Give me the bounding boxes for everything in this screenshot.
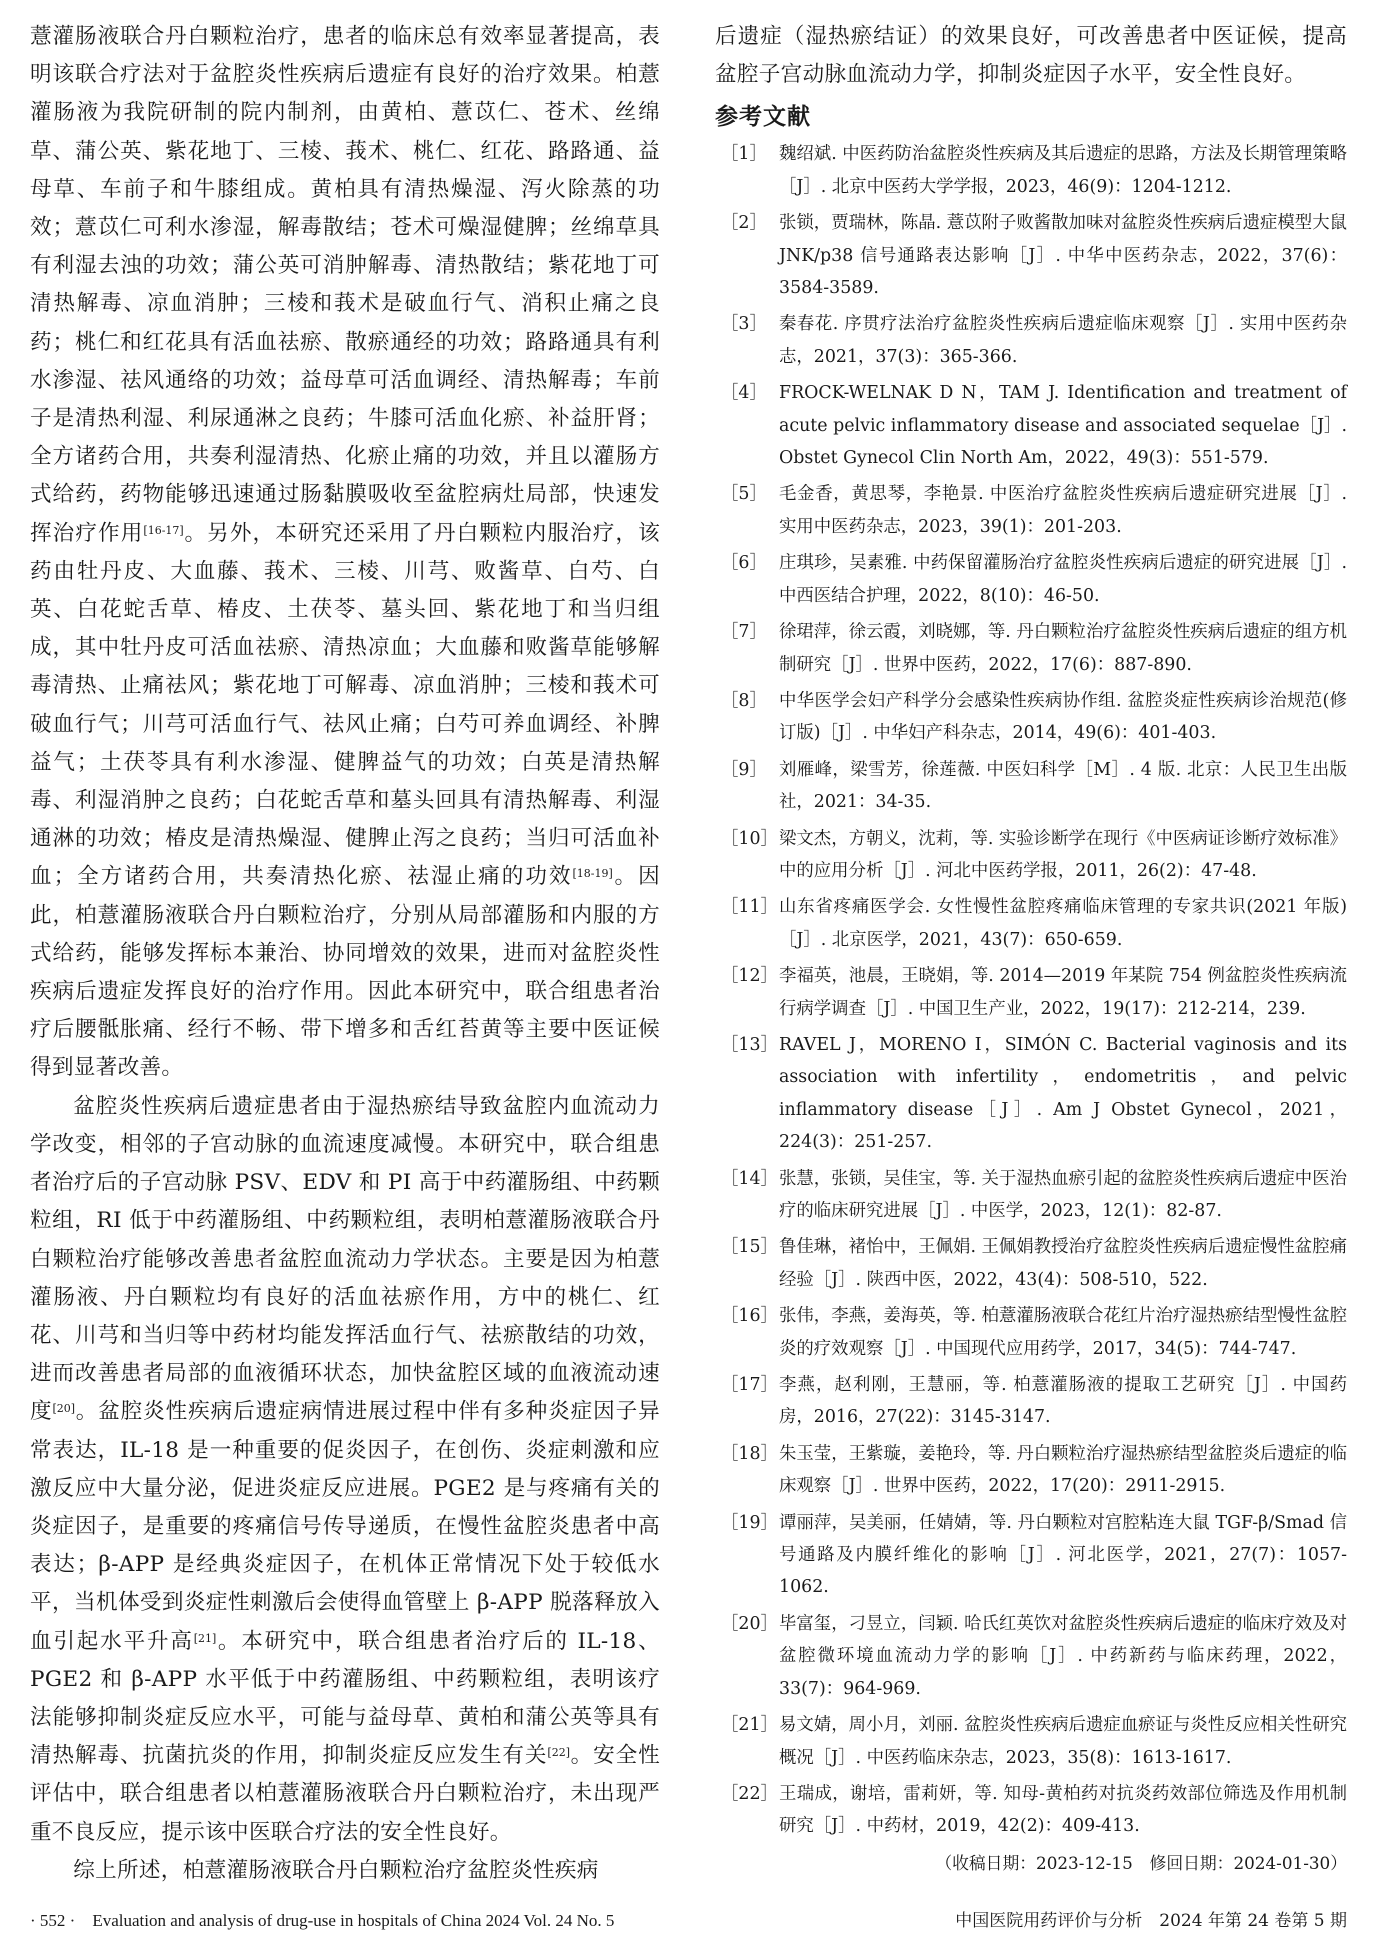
reference-item — [715, 1231, 1347, 1296]
reference-number: ［8］ — [721, 690, 767, 711]
reference-item — [715, 138, 1347, 203]
reference-text: 谭丽萍，吴美丽，任婧婧，等. 丹白颗粒对宫腔粘连大鼠 TGF-β/Smad 信号通路及内膜纤维化的影响［J］. 河北医学，2021，27(7)：1057-1062. — [779, 1512, 1347, 1598]
reference-number: ［15］ — [721, 1237, 778, 1258]
discussion-paragraph-1: 薏灌肠液联合丹白颗粒治疗，患者的临床总有效率显著提高，表明该联合疗法对于盆腔炎性疾病后遗症有良好的治疗效果。柏薏灌肠液为我院研制的院内制剂，由黄柏、薏苡仁、苍术、丝绵草、蒲公英、紫花地丁、三棱、莪术、桃仁、红花、路路通、益母草、车前子和牛膝组成。黄柏具有清热燥湿、泻火除蒸的功效；薏苡仁可利水渗湿，解毒散结；苍术可燥湿健脾；丝绵草具有利湿去浊的功效；蒲公英可消肿解毒、清热散结；紫花地丁可清热解毒、凉血消肿；三棱和莪术是破血行气、消积止痛之良药；桃仁和红花具有活血祛瘀、散瘀通经的功效；路路通具有利水渗湿、祛风通络的功效；益母草可活血调经、清热解毒；车前子是清热利湿、利尿通淋之良药；牛膝可活血化瘀、补益肝肾；全方诸药合用，共奏利湿清热、化瘀止痛的功效，并且以灌肠方式给药，药物能够迅速通过肠黏膜吸收至盆腔病灶局部，快速发挥治疗作用[16-17]。另外，本研究还采用了丹白颗粒内服治疗，该药由牡丹皮、大血藤、莪术、三棱、川芎、败酱草、白芍、白英、白花蛇舌草、椿皮、土茯苓、墓头回、紫花地丁和当归组成，其中牡丹皮可活血祛瘀、清热凉血；大血藤和败酱草能够解毒清热、止痛祛风；紫花地丁可解毒、凉血消肿；三棱和莪术可破血行气；川芎可活血行气、祛风止痛；白芍可养血调经、补脾益气；土茯苓具有利水渗湿、健脾益气的功效；白英是清热解毒、利湿消肿之良药；白花蛇舌草和墓头回具有清热解毒、利湿通淋的功效；椿皮是清热燥湿、健脾止泻之良药；当归可活血补血；全方诸药合用，共奏清热化瘀、祛湿止痛的功效[18-19]。因此，柏薏灌肠液联合丹白颗粒治疗，分别从局部灌肠和内服的方式给药，能够发挥标本兼治、协同增效的效果，进而对盆腔炎性疾病后遗症发挥良好的治疗作用。因此本研究中，联合组患者治疗后腰骶胀痛、经行不畅、带下增多和舌红苔黄等主要中医证候得到显著改善。 — [30, 24, 660, 1081]
reference-text: FROCK-WELNAK D N，TAM J. Identification and treatment of acute pelvic inflammatory disease and associated sequelae［J］. Obstet Gynecol Clin North Am，2022，49(3)：551-579. — [779, 383, 1347, 469]
reference-text: 王瑞成，谢培，雷莉妍，等. 知母-黄柏药对抗炎药效部位筛选及作用机制研究［J］. 中药材，2019，42(2)：409-413. — [779, 1783, 1347, 1837]
reference-number: ［21］ — [721, 1715, 778, 1736]
reference-item — [715, 891, 1347, 956]
reference-item — [715, 1163, 1347, 1228]
conclusion-continuation: 后遗症（湿热瘀结证）的效果良好，可改善患者中医证候，提高盆腔子宫动脉血流动力学，抑制炎症因子水平，安全性良好。 — [715, 24, 1347, 88]
reference-number: ［1］ — [721, 144, 767, 165]
right-column — [715, 18, 1347, 1879]
reference-number: ［5］ — [721, 484, 767, 505]
reference-item — [715, 1507, 1347, 1604]
reference-number: ［2］ — [721, 213, 767, 234]
reference-text: 秦春花. 序贯疗法治疗盆腔炎性疾病后遗症临床观察［J］. 实用中医药杂志，2021，37(3)：365-366. — [779, 314, 1347, 367]
reference-number: ［11］ — [721, 897, 778, 918]
reference-number: ［18］ — [721, 1443, 778, 1464]
reference-item — [715, 1300, 1347, 1365]
citation: [18-19] — [572, 867, 613, 881]
reference-item — [715, 1029, 1347, 1159]
reference-item — [715, 478, 1347, 543]
reference-text: 张伟，李燕，姜海英，等. 柏薏灌肠液联合花红片治疗湿热瘀结型慢性盆腔炎的疗效观察［J］. 中国现代应用药学，2017，34(5)：744-747. — [779, 1306, 1347, 1359]
reference-item — [715, 1778, 1347, 1843]
reference-item — [715, 377, 1347, 474]
citation: [20] — [52, 1402, 76, 1416]
references-heading: 参考文献 — [715, 104, 811, 131]
reference-text: 刘雁峰，梁雪芳，徐莲薇. 中医妇科学［M］. 4 版. 北京：人民卫生出版社，2021：34-35. — [779, 759, 1347, 813]
reference-text: 山东省疼痛医学会. 女性慢性盆腔疼痛临床管理的专家共识(2021 年版)［J］. 北京医学，2021，43(7)：650-659. — [779, 897, 1347, 950]
reference-text: 朱玉莹，王紫璇，姜艳玲，等. 丹白颗粒治疗湿热瘀结型盆腔炎后遗症的临床观察［J］. 世界中医药，2022，17(20)：2911-2915. — [779, 1443, 1347, 1497]
citation: [22] — [547, 1746, 571, 1760]
reference-text: 中华医学会妇产科学分会感染性疾病协作组. 盆腔炎症性疾病诊治规范(修订版)［J］. 中华妇产科杂志，2014，49(6)：401-403. — [779, 690, 1347, 744]
reference-number: ［6］ — [721, 553, 767, 574]
left-column — [30, 18, 660, 1890]
reference-text: RAVEL J，MORENO I，SIMÓN C. Bacterial vaginosis and its association with infertility，endometritis，and pelvic inflammatory disease［J］. Am J Obstet Gynecol，2021，224(3)：251-257. — [779, 1034, 1347, 1153]
reference-item — [715, 685, 1347, 750]
reference-item — [715, 207, 1347, 304]
reference-text: 毛金香，黄思琴，李艳景. 中医治疗盆腔炎性疾病后遗症研究进展［J］. 实用中医药杂志，2023，39(1)：201-203. — [779, 484, 1347, 537]
reference-item — [715, 1438, 1347, 1503]
reference-item — [715, 616, 1347, 681]
reference-number: ［16］ — [721, 1306, 778, 1327]
reference-list — [715, 138, 1347, 1842]
footer-page-info-en: · 552 · Evaluation and analysis of drug-use in hospitals of China 2024 Vol. 24 No. 5 — [30, 1911, 615, 1930]
reference-number: ［20］ — [721, 1613, 778, 1634]
reference-text: 徐珺萍，徐云霞，刘晓娜，等. 丹白颗粒治疗盆腔炎性疾病后遗症的组方机制研究［J］. 世界中医药，2022，17(6)：887-890. — [779, 622, 1347, 675]
reference-item — [715, 547, 1347, 612]
reference-item — [715, 308, 1347, 373]
reference-number: ［4］ — [721, 383, 767, 404]
reference-number: ［3］ — [721, 314, 767, 335]
received-revised-dates: （收稿日期：2023-12-15 修回日期：2024-01-30） — [935, 1852, 1347, 1873]
reference-item — [715, 823, 1347, 888]
reference-number: ［9］ — [721, 759, 767, 780]
reference-text: 庄琪珍，吴素雅. 中药保留灌肠治疗盆腔炎性疾病后遗症的研究进展［J］. 中西医结合护理，2022，8(10)：46-50. — [779, 553, 1347, 606]
footer-page-info-cn: 中国医院用药评价与分析 2024 年第 24 卷第 5 期 — [955, 1911, 1347, 1931]
reference-item — [715, 1608, 1347, 1705]
reference-text: 李燕，赵利刚，王慧丽，等. 柏薏灌肠液的提取工艺研究［J］. 中国药房，2016，27(22)：3145-3147. — [779, 1375, 1347, 1428]
reference-number: ［19］ — [721, 1512, 778, 1533]
reference-number: ［10］ — [721, 828, 778, 849]
reference-text: 李福英，池晨，王晓娟，等. 2014—2019 年某院 754 例盆腔炎性疾病流行病学调查［J］. 中国卫生产业，2022，19(17)：212-214，239. — [779, 966, 1347, 1019]
reference-item — [715, 960, 1347, 1025]
reference-text: 梁文杰，方朝义，沈莉，等. 实验诊断学在现行《中医病证诊断疗效标准》中的应用分析［J］. 河北中医药学报，2011，26(2)：47-48. — [779, 828, 1347, 881]
reference-item — [715, 754, 1347, 819]
citation: [21] — [193, 1631, 217, 1645]
conclusion-paragraph: 综上所述，柏薏灌肠液联合丹白颗粒治疗盆腔炎性疾病 — [73, 1857, 599, 1883]
reference-text: 张锁，贾瑞林，陈晶. 薏苡附子败酱散加味对盆腔炎性疾病后遗症模型大鼠 JNK/p38 信号通路表达影响［J］. 中华中医药杂志，2022，37(6)：3584-3589. — [779, 213, 1347, 299]
reference-number: ［7］ — [721, 622, 767, 643]
reference-number: ［13］ — [721, 1034, 778, 1055]
citation: [16-17] — [143, 523, 184, 537]
reference-number: ［22］ — [721, 1783, 778, 1804]
reference-text: 魏绍斌. 中医药防治盆腔炎性疾病及其后遗症的思路，方法及长期管理策略［J］. 北京中医药大学学报，2023，46(9)：1204-1212. — [779, 144, 1347, 197]
reference-item — [715, 1369, 1347, 1434]
reference-item — [715, 1709, 1347, 1774]
reference-number: ［14］ — [721, 1168, 778, 1189]
discussion-paragraph-2: 盆腔炎性疾病后遗症患者由于湿热瘀结导致盆腔内血流动力学改变，相邻的子宫动脉的血流速度减慢。本研究中，联合组患者治疗后的子宫动脉 PSV、EDV 和 PI 高于中药灌肠组、中药颗粒组，RI 低于中药灌肠组、中药颗粒组，表明柏薏灌肠液联合丹白颗粒治疗能够改善患者盆腔血流动力学状态。主要是因为柏薏灌肠液、丹白颗粒均有良好的活血祛瘀作用，方中的桃仁、红花、川芎和当归等中药材均能发挥活血行气、祛瘀散结的功效，进而改善患者局部的血液循环状态，加快盆腔区域的血液流动速度[20]。盆腔炎性疾病后遗症病情进展过程中伴有多种炎症因子异常表达，IL-18 是一种重要的促炎因子，在创伤、炎症刺激和应激反应中大量分泌，促进炎症反应进展。PGE2 是与疼痛有关的炎症因子，是重要的疼痛信号传导递质，在慢性盆腔炎患者中高表达；β-APP 是经典炎症因子，在机体正常情况下处于较低水平，当机体受到炎症性刺激后会使得血管壁上 β-APP 脱落释放入血引起水平升高[21]。本研究中，联合组患者治疗后的 IL-18、PGE2 和 β-APP 水平低于中药灌肠组、中药颗粒组，表明该疗法能够抑制炎症反应水平，可能与益母草、黄柏和蒲公英等具有清热解毒、抗菌抗炎的作用，抑制炎症反应发生有关[22]。安全性评估中，联合组患者以柏薏灌肠液联合丹白颗粒治疗，未出现严重不良反应，提示该中医联合疗法的安全性良好。 — [30, 1093, 661, 1845]
reference-number: ［12］ — [721, 966, 778, 987]
reference-text: 鲁佳琳，褚怡中，王佩娟. 王佩娟教授治疗盆腔炎性疾病后遗症慢性盆腔痛经验［J］. 陕西中医，2022，43(4)：508-510，522. — [779, 1237, 1347, 1290]
reference-text: 易文婧，周小月，刘丽. 盆腔炎性疾病后遗症血瘀证与炎性反应相关性研究概况［J］. 中医药临床杂志，2023，35(8)：1613-1617. — [779, 1715, 1347, 1768]
reference-text: 张慧，张锁，吴佳宝，等. 关于湿热血瘀引起的盆腔炎性疾病后遗症中医治疗的临床研究进展［J］. 中医学，2023，12(1)：82-87. — [779, 1168, 1347, 1221]
reference-number: ［17］ — [721, 1375, 778, 1396]
reference-text: 毕富玺，刁昱立，闫颖. 哈氏红英饮对盆腔炎性疾病后遗症的临床疗效及对盆腔微环境血流动力学的影响［J］. 中药新药与临床药理，2022，33(7)：964-969. — [779, 1613, 1347, 1699]
